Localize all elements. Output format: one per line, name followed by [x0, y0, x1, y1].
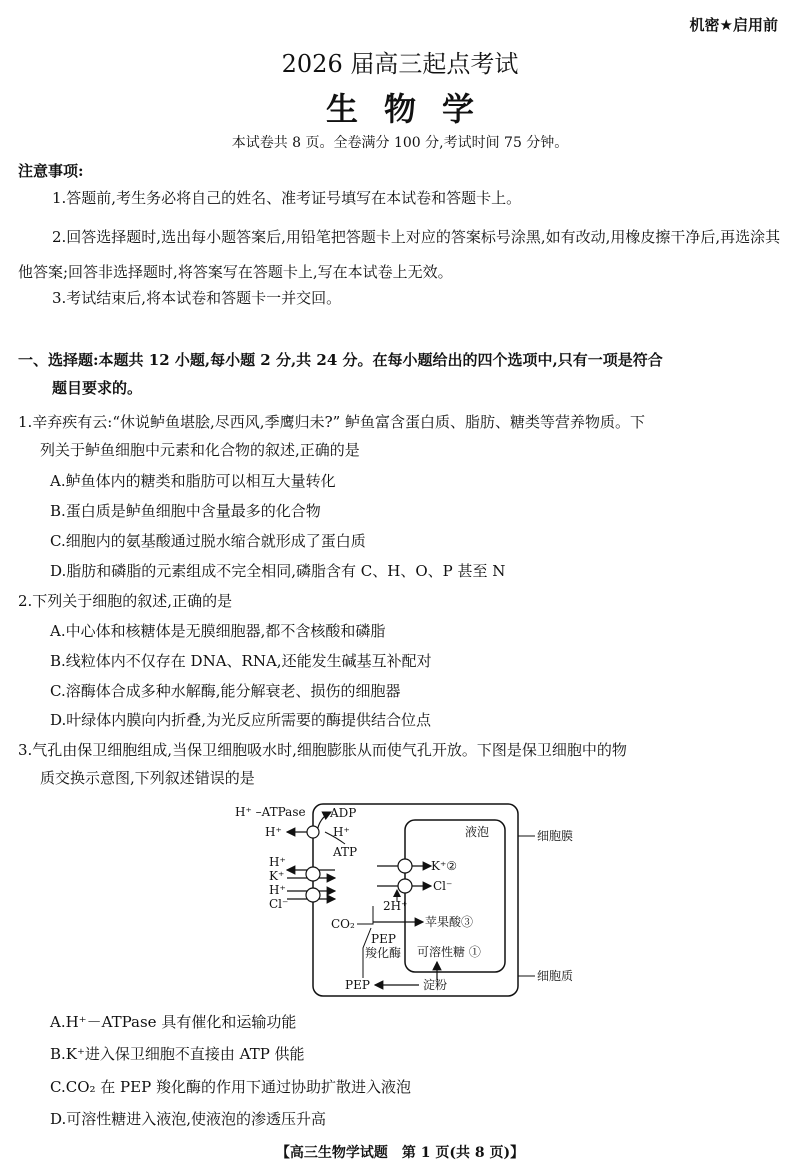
section-heading — [18, 346, 788, 402]
notice-item-3: 3.考试结束后,将本试卷和答题卡一并交回。 — [52, 289, 342, 307]
q2-option-c: C.溶酶体合成多种水解酶,能分解衰老、损伤的细胞器 — [50, 682, 401, 700]
q1-option-b: B.蛋白质是鲈鱼细胞中含量最多的化合物 — [50, 502, 321, 520]
pep-enzyme-label-1: PEP — [371, 932, 396, 946]
cytoplasm-label: 细胞质 — [537, 969, 574, 983]
q3-option-b: B.K⁺进入保卫细胞不直接由 ATP 供能 — [50, 1045, 305, 1063]
question-1-stem — [18, 408, 788, 464]
q2-option-d: D.叶绿体内膜向内折叠,为光反应所需要的酶提供结合位点 — [50, 711, 432, 729]
q1-option-d: D.脂肪和磷脂的元素组成不完全相同,磷脂含有 C、H、O、P 甚至 N — [50, 562, 506, 580]
k2-label: K⁺② — [431, 859, 458, 873]
sugar-label: 可溶性糖 ① — [417, 945, 481, 959]
notice-item-2: 2.回答选择题时,选出每小题答案后,用铅笔把答题卡上对应的答案标号涂黑,如有改动,用橡皮擦干净后,再选涂其他答案;回答非选择题时,将答案写在答题卡上,写在本试卷上无效。 — [18, 228, 781, 281]
question-1-line1: 1.辛弃疾有云:“休说鲈鱼堪脍,尽西风,季鹰归未?” 鲈鱼富含蛋白质、脂肪、糖类等营养物质。下 — [18, 413, 646, 431]
h-out-label: H⁺ — [265, 825, 282, 839]
k-symporter-icon — [306, 867, 320, 881]
pep-enzyme-label-2: 羧化酶 — [365, 946, 402, 960]
exam-info: 本试卷共 8 页。全卷满分 100 分,考试时间 75 分钟。 — [231, 135, 569, 151]
atpase-label: H⁺ –ATPase — [235, 805, 306, 819]
confidential-mark: 机密★启用前 — [689, 16, 778, 34]
cl-symporter-icon — [306, 888, 320, 902]
starch-label: 淀粉 — [423, 978, 448, 992]
co2-label: CO₂ — [331, 917, 355, 931]
q1-option-a: A.鲈鱼体内的糖类和脂肪可以相互大量转化 — [50, 472, 336, 490]
malic-label: 苹果酸③ — [425, 915, 474, 929]
atpase-pump-icon — [307, 826, 319, 838]
atp-label: ATP — [333, 845, 358, 859]
q3-option-d: D.可溶性糖进入液泡,使液泡的渗透压升高 — [50, 1110, 327, 1128]
two-h-label: 2H⁺ — [383, 899, 408, 913]
ion-k: K⁺ — [269, 869, 285, 883]
ion-h-2: H⁺ — [269, 883, 286, 897]
adp-arrow — [317, 812, 331, 832]
q2-option-b: B.线粒体内不仅存在 DNA、RNA,还能发生碱基互补配对 — [50, 652, 432, 670]
question-3-line2: 质交换示意图,下列叙述错误的是 — [40, 769, 255, 787]
q3-option-a: A.H⁺－ATPase 具有催化和运输功能 — [50, 1013, 297, 1031]
question-1-line2: 列关于鲈鱼细胞中元素和化合物的叙述,正确的是 — [40, 441, 360, 459]
ion-h-1: H⁺ — [269, 855, 286, 869]
pep-label: PEP — [345, 978, 370, 992]
question-2-stem: 2.下列关于细胞的叙述,正确的是 — [18, 592, 233, 610]
membrane-label: 细胞膜 — [537, 829, 574, 843]
cl-vacuole-label: Cl⁻ — [433, 879, 453, 893]
section-heading-line2: 题目要求的。 — [52, 379, 143, 397]
q2-option-a: A.中心体和核糖体是无膜细胞器,都不含核酸和磷脂 — [50, 622, 386, 640]
section-heading-line1: 一、选择题:本题共 12 小题,每小题 2 分,共 24 分。在每小题给出的四个选项中,只有一项是符合 — [18, 351, 663, 369]
notice-heading: 注意事项: — [18, 162, 84, 180]
vacuole-label: 液泡 — [465, 825, 490, 839]
adp-label: ADP — [330, 806, 357, 820]
question-3-line1: 3.气孔由保卫细胞组成,当保卫细胞吸水时,细胞膨胀从而使气孔开放。下图是保卫细胞中的物 — [18, 741, 627, 759]
subject-title: 生物学 — [325, 90, 500, 128]
page-footer: 【高三生物学试题 第 1 页(共 8 页)】 — [275, 1145, 525, 1161]
k-channel-icon — [398, 859, 412, 873]
q1-option-c: C.细胞内的氨基酸通过脱水缩合就形成了蛋白质 — [50, 532, 366, 550]
h-in-label: H⁺ — [333, 825, 350, 839]
notice-item-1: 1.答题前,考生务必将自己的姓名、准考证号填写在本试卷和答题卡上。 — [52, 189, 522, 207]
exam-title: 2026 届高三起点考试 — [281, 50, 519, 78]
question-3-stem — [18, 736, 788, 792]
guard-cell-diagram — [225, 798, 595, 1004]
cl-channel-icon — [398, 879, 412, 893]
q3-option-c: C.CO₂ 在 PEP 羧化酶的作用下通过协助扩散进入液泡 — [50, 1078, 411, 1096]
ion-cl: Cl⁻ — [269, 897, 289, 911]
co2-line — [357, 906, 373, 924]
